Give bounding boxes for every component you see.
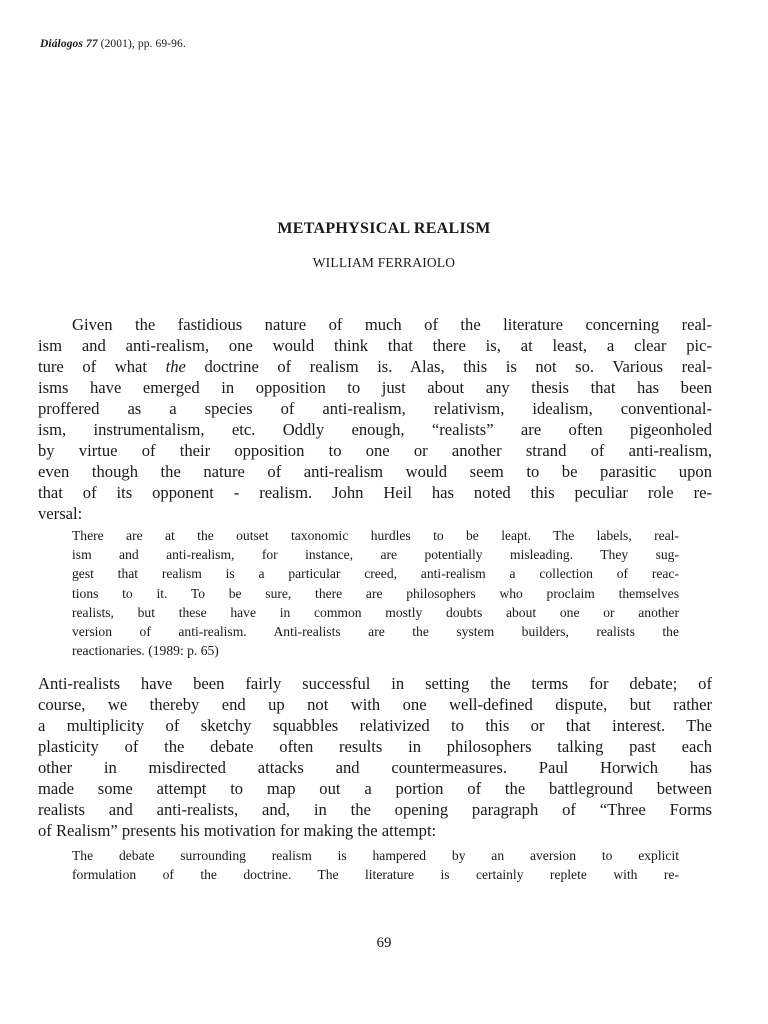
quote-line: The debate surrounding realism is hampered by an aversion to explicit: [72, 848, 679, 863]
journal-volume: 77: [85, 38, 98, 50]
paragraph-line: a multiplicity of sketchy squabbles relativized to this or that interest. The: [38, 716, 712, 735]
paragraph-line: Anti-realists have been fairly successful in setting the terms for debate; of: [38, 674, 712, 693]
emphasized-word: the: [165, 357, 186, 376]
page-number: 69: [376, 935, 392, 951]
paragraph-line: plasticity of the debate often results in philosophers talking past each: [38, 737, 712, 756]
paragraph-line: realists and anti-realists, and, in the opening paragraph of “Three Forms: [38, 800, 712, 819]
paragraph-line: course, we thereby end up not with one well-defined dispute, but rather: [38, 695, 712, 714]
block-quote-1: [72, 526, 679, 660]
journal-name: Diálogos: [40, 38, 83, 50]
article-author: WILLIAM FERRAIOLO: [312, 255, 456, 270]
paragraph-line: of Realism” presents his motivation for making the attempt:: [38, 821, 437, 840]
paragraph-line: even though the nature of anti-realism would seem to be parasitic upon: [38, 462, 712, 481]
quote-line: reactionaries. (1989: p. 65): [72, 643, 219, 659]
paragraph-line-end: doctrine of realism is. Alas, this is not so. Various real-: [204, 357, 712, 376]
article-title: METAPHYSICAL REALISM: [277, 220, 491, 237]
paragraph-line: versal:: [38, 504, 83, 523]
paragraph-line: proffered as a species of anti-realism, relativism, idealism, conventional-: [38, 399, 712, 418]
paragraph-line: made some attempt to map out a portion of the battleground between: [38, 779, 712, 798]
paragraph-2: [38, 673, 712, 841]
paragraph-line: Given the fastidious nature of much of the literature concerning real-: [72, 315, 712, 334]
quote-line: formulation of the doctrine. The literature is certainly replete with re-: [72, 867, 679, 883]
paragraph-line: ism and anti-realism, one would think that there is, at least, a clear pic-: [38, 336, 712, 355]
journal-citation: [40, 38, 186, 50]
paragraph-line: isms have emerged in opposition to just about any thesis that has been: [38, 378, 712, 397]
quote-line: gest that realism is a particular creed, anti-realism a collection of reac-: [72, 566, 679, 582]
paragraph-line: [38, 356, 712, 377]
paragraph-line: other in misdirected attacks and countermeasures. Paul Horwich has: [38, 758, 712, 777]
quote-line: ism and anti-realism, for instance, are potentially misleading. They sug-: [72, 547, 679, 563]
quote-line: There are at the outset taxonomic hurdles to be leapt. The labels, real-: [72, 528, 679, 543]
paragraph-line: by virtue of their opposition to one or another strand of anti-realism,: [38, 441, 712, 460]
paragraph-line: ism, instrumentalism, etc. Oddly enough, “realists” are often pigeonholed: [38, 420, 712, 439]
block-quote-2: [72, 846, 679, 884]
quote-line: realists, but these have in common mostly doubts about one or another: [72, 604, 679, 620]
paragraph-line-start: ture of what: [38, 357, 148, 376]
paragraph-line: that of its opponent - realism. John Heil has noted this peculiar role re-: [38, 483, 712, 502]
paragraph-1: [38, 314, 712, 524]
quote-line: tions to it. To be sure, there are philosophers who proclaim themselves: [72, 585, 679, 601]
quote-line: version of anti-realism. Anti-realists are the system builders, realists the: [72, 624, 679, 640]
journal-citation-details: (2001), pp. 69-96.: [97, 38, 186, 50]
